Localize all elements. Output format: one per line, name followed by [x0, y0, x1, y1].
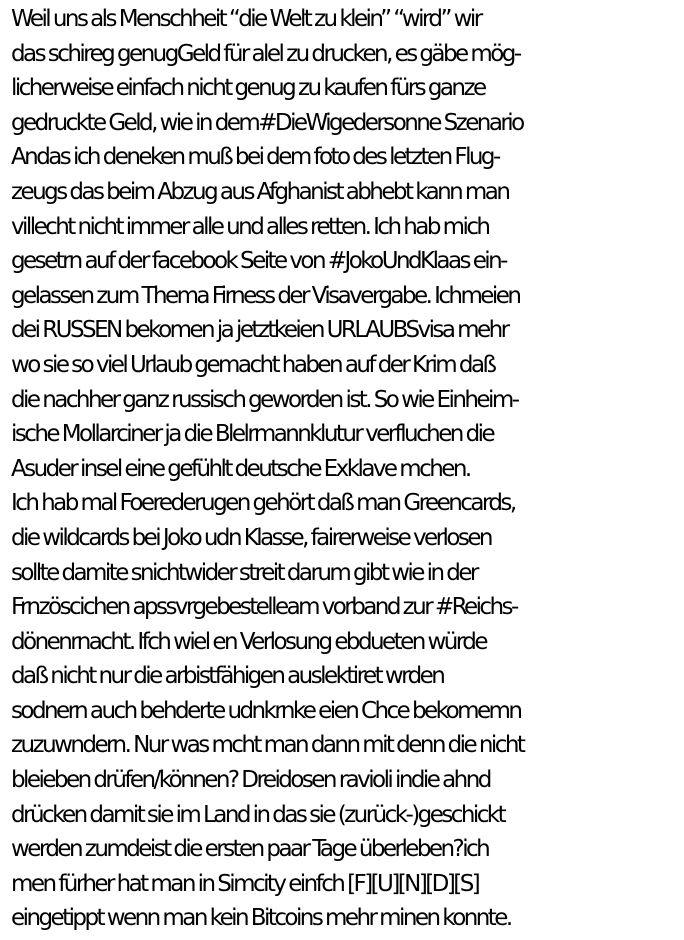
text-line: Asuder insel eine gefühlt deutsche Exklave mchen.	[11, 455, 470, 482]
text-line: zuzuwndern. Nur was mcht man dann mit denn die nicht	[11, 732, 524, 759]
text-line: dei RUSSEN bekomen ja jetztkeien URLAUBSvisa mehr	[11, 317, 508, 344]
text-line: drücken damit sie im Land in das sie (zurück-)geschickt	[11, 801, 505, 828]
text-line: gelassen zum Thema Firness der Visavergabe. Ichmeien	[11, 282, 520, 309]
text-line: wo sie so viel Urlaub gemacht haben auf der Krim daß	[11, 351, 495, 378]
text-line: Frnzöscichen apssvrgebestelleam vorband zur #Reichs-	[11, 594, 517, 621]
text-line: Ich hab mal Foerederugen gehört daß man Greencards,	[11, 490, 515, 517]
text-line: sodnern auch behderte udnkrnke eien Chce bekomemn	[11, 697, 521, 724]
text-line: eingetippt wenn man kein Bitcoins mehr minen konnte.	[11, 905, 511, 932]
text-line: villecht nicht immer alle und alles retten. Ich hab mich	[11, 213, 489, 240]
text-line: licherweise einfach nicht genug zu kaufen fürs ganze	[11, 75, 485, 102]
text-line: bleieben drüfen/können? Dreidosen ravioli indie ahnd	[11, 767, 490, 794]
text-line: dönenrnacht. Ifch wiel en Verlosung ebdueten würde	[11, 628, 486, 655]
text-line: die nachher ganz russisch geworden ist. So wie Einheim-	[11, 386, 518, 413]
text-line: gedruckte Geld, wie in dem#DieWigedersonne Szenario	[11, 109, 523, 136]
text-line: Andas ich deneken muß bei dem foto des letzten Flug-	[11, 144, 499, 171]
text-line: Weil uns als Menschheit “die Welt zu klein” “wird” wir	[11, 6, 481, 32]
text-line: sollte damite snichtwider streit darum gibt wie in der	[11, 559, 477, 586]
text-line: ische Mollarciner ja die Blelrmannklutur verfluchen die	[11, 421, 494, 448]
text-line: werden zumdeist die ersten paar Tage überleben?ich	[11, 836, 489, 863]
text-line: men fürher hat man in Simcity einfch [F][U][N][D][S]	[11, 870, 479, 897]
document-body	[11, 2, 681, 936]
text-line: gesetrn auf der facebook Seite von #JokoUndKlaas ein-	[11, 248, 506, 275]
text-line: das schireg genugGeld für alel zu drucken, es gäbe mög-	[11, 40, 520, 67]
text-line: die wildcards bei Joko udn Klasse, fairerweise verlosen	[11, 524, 491, 551]
text-line: daß nicht nur die arbistfähigen auslektiret wrden	[11, 663, 444, 690]
text-line: zeugs das beim Abzug aus Afghanist abhebt kann man	[11, 178, 509, 205]
